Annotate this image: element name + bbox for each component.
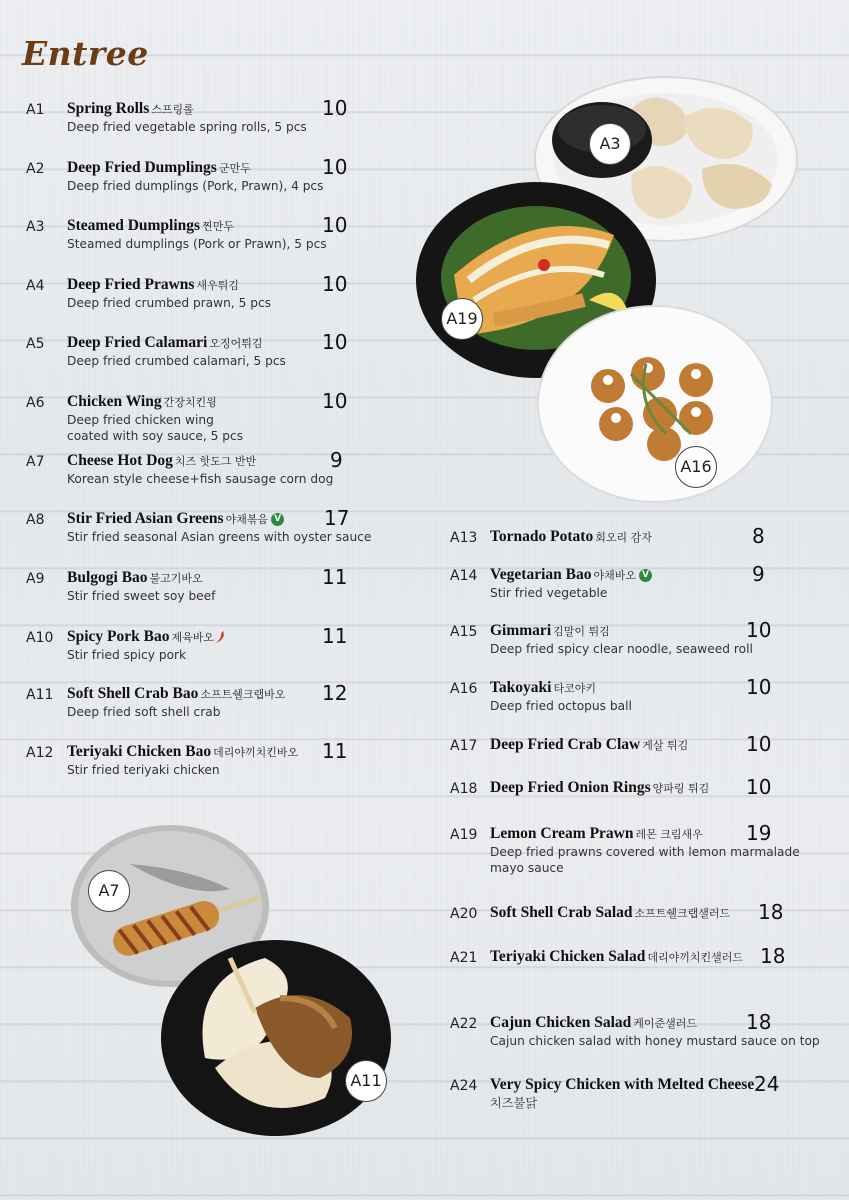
item-code: A19 [450,827,478,843]
item-name-text: Deep Fried Calamari [67,334,208,351]
item-name [67,334,262,352]
item-name [490,904,730,922]
item-code: A17 [450,738,478,754]
item-name-text: Stir Fried Asian Greens [67,510,224,527]
item-description: Deep fried prawns covered with lemon marmalade [490,845,800,859]
item-description: Deep fried dumplings (Pork, Prawn), 4 pcs [67,179,324,193]
item-description: Steamed dumplings (Pork or Prawn), 5 pcs [67,237,327,251]
item-korean-name: 회오리 감자 [595,531,652,544]
item-korean-name: 데리야끼치킨샐러드 [647,951,743,964]
item-code: A21 [450,950,478,966]
item-price: 10 [322,272,348,296]
item-korean-name: 찐만두 [202,220,234,233]
page-title: Entree [22,34,149,73]
item-korean-name: 스프링롤 [151,103,194,116]
item-name-text: Very Spicy Chicken with Melted Cheese [490,1076,755,1093]
item-korean-name: 새우튀김 [196,279,239,292]
item-price: 10 [746,618,772,642]
item-price: 10 [746,775,772,799]
item-price: 10 [322,213,348,237]
item-name-text: Takoyaki [490,679,552,696]
item-code: A4 [26,278,45,294]
item-name [490,566,652,584]
item-description: Deep fried soft shell crab [67,705,221,719]
item-description: mayo sauce [490,861,564,875]
item-code: A2 [26,161,45,177]
item-name-text: Spring Rolls [67,100,150,117]
item-price: 11 [322,624,348,648]
item-code: A22 [450,1016,478,1032]
item-code: A9 [26,571,45,587]
item-korean-name: 게살 튀김 [642,739,689,752]
item-code: A20 [450,906,478,922]
item-korean-name: 치즈 핫도그 반반 [174,455,257,468]
item-code: A14 [450,568,478,584]
item-name-text: Cheese Hot Dog [67,452,173,469]
item-code: A18 [450,781,478,797]
photo-badge-a19: A19 [441,298,483,340]
item-description: 치즈불닭 [490,1096,538,1110]
item-price: 24 [754,1072,780,1096]
item-korean-name: 케이준샐러드 [633,1017,698,1030]
item-korean-name: 야채바오 [593,569,636,582]
item-price: 10 [746,675,772,699]
item-description: Cajun chicken salad with honey mustard sauce on top [490,1034,820,1048]
item-price: 11 [322,739,348,763]
item-name-text: Tornado Potato [490,528,594,545]
item-name-text: Steamed Dumplings [67,217,201,234]
item-code: A13 [450,530,478,546]
item-price: 9 [330,448,343,472]
vegetarian-icon: V [639,569,652,582]
item-name [490,679,596,697]
item-korean-name: 소프트쉘크랩바오 [200,688,286,701]
item-korean-name: 군만두 [218,162,251,175]
item-code: A8 [26,512,45,528]
item-name-text: Teriyaki Chicken Bao [67,743,212,760]
item-name-text: Soft Shell Crab Salad [490,904,633,921]
item-description: Deep fried spicy clear noodle, seaweed roll [490,642,753,656]
item-price: 17 [324,506,350,530]
item-price: 10 [322,330,348,354]
takoyaki-photo [536,304,774,504]
item-name-text: Gimmari [490,622,552,639]
item-price: 9 [752,562,765,586]
item-name-text: Chicken Wing [67,393,162,410]
item-korean-name: 야채볶음 [225,513,269,526]
item-name-text: Deep Fried Dumplings [67,159,217,176]
item-name [67,685,285,703]
vegetarian-icon: V [271,513,284,526]
item-name [67,393,217,411]
item-code: A5 [26,336,45,352]
item-code: A6 [26,395,45,411]
item-description: coated with soy sauce, 5 pcs [67,429,244,443]
item-code: A1 [26,102,45,118]
item-name [490,1014,697,1032]
item-name [490,948,743,966]
item-name [67,100,194,118]
item-description: Deep fried chicken wing [67,413,214,427]
item-name [67,159,251,177]
item-description: Deep fried crumbed prawn, 5 pcs [67,296,272,310]
item-code: A16 [450,681,478,697]
item-name [67,276,239,294]
item-price: 18 [758,900,784,924]
item-korean-name: 데리야끼치킨바오 [213,746,299,759]
item-name [490,736,688,754]
item-price: 18 [746,1010,772,1034]
item-name-text: Vegetarian Bao [490,566,592,583]
item-korean-name: 타코야키 [553,682,596,695]
photo-badge-a3: A3 [589,123,631,165]
photo-badge-a16: A16 [675,446,717,488]
item-price: 8 [752,524,765,548]
item-description: Deep fried vegetable spring rolls, 5 pcs [67,120,307,134]
item-korean-name: 간장치킨윙 [163,396,217,409]
item-korean-name: 오징어튀김 [209,337,263,350]
item-name [67,743,298,761]
item-name-text: Teriyaki Chicken Salad [490,948,646,965]
item-code: A11 [26,687,54,703]
item-name-text: Deep Fried Crab Claw [490,736,641,753]
chili-icon [215,630,227,644]
item-price: 10 [322,155,348,179]
item-korean-name: 제육바오 [171,631,214,644]
item-price: 11 [322,565,348,589]
item-name-text: Bulgogi Bao [67,569,148,586]
item-name [67,569,203,587]
item-korean-name: 양파링 튀김 [652,782,710,795]
item-korean-name: 불고기바오 [149,572,203,585]
item-code: A10 [26,630,54,646]
item-description: Deep fried crumbed calamari, 5 pcs [67,354,286,368]
item-description: Stir fried vegetable [490,586,608,600]
item-description: Stir fried sweet soy beef [67,589,216,603]
item-name [67,510,284,528]
item-name-text: Cajun Chicken Salad [490,1014,632,1031]
item-name [490,528,652,546]
item-name-text: Deep Fried Onion Rings [490,779,651,796]
item-description: Stir fried spicy pork [67,648,187,662]
item-korean-name: 소프트쉘크랩샐러드 [634,907,731,920]
item-code: A12 [26,745,54,761]
item-name-text: Lemon Cream Prawn [490,825,634,842]
item-price: 19 [746,821,772,845]
photo-badge-a11: A11 [345,1060,387,1102]
item-name [490,779,709,797]
item-price: 12 [322,681,348,705]
item-name [490,825,703,843]
item-description: Stir fried seasonal Asian greens with oyster sauce [67,530,372,544]
item-price: 10 [322,389,348,413]
item-korean-name: 레몬 크림새우 [635,828,703,841]
item-code: A24 [450,1078,478,1094]
item-code: A7 [26,454,45,470]
item-description: Stir fried teriyaki chicken [67,763,220,777]
item-name [490,622,610,640]
item-name [67,452,256,470]
item-name-text: Soft Shell Crab Bao [67,685,199,702]
item-name [67,628,227,646]
item-code: A15 [450,624,478,640]
item-name [67,217,234,235]
item-name [490,1076,754,1094]
item-name-text: Deep Fried Prawns [67,276,195,293]
item-description: Deep fried octopus ball [490,699,632,713]
item-code: A3 [26,219,45,235]
photo-badge-a7: A7 [88,870,130,912]
item-price: 10 [322,96,348,120]
soft-shell-crab-bao-photo [160,938,392,1138]
item-description: Korean style cheese+fish sausage corn dog [67,472,334,486]
item-price: 18 [760,944,786,968]
item-name-text: Spicy Pork Bao [67,628,170,645]
item-korean-name: 김말이 튀김 [553,625,610,638]
item-price: 10 [746,732,772,756]
